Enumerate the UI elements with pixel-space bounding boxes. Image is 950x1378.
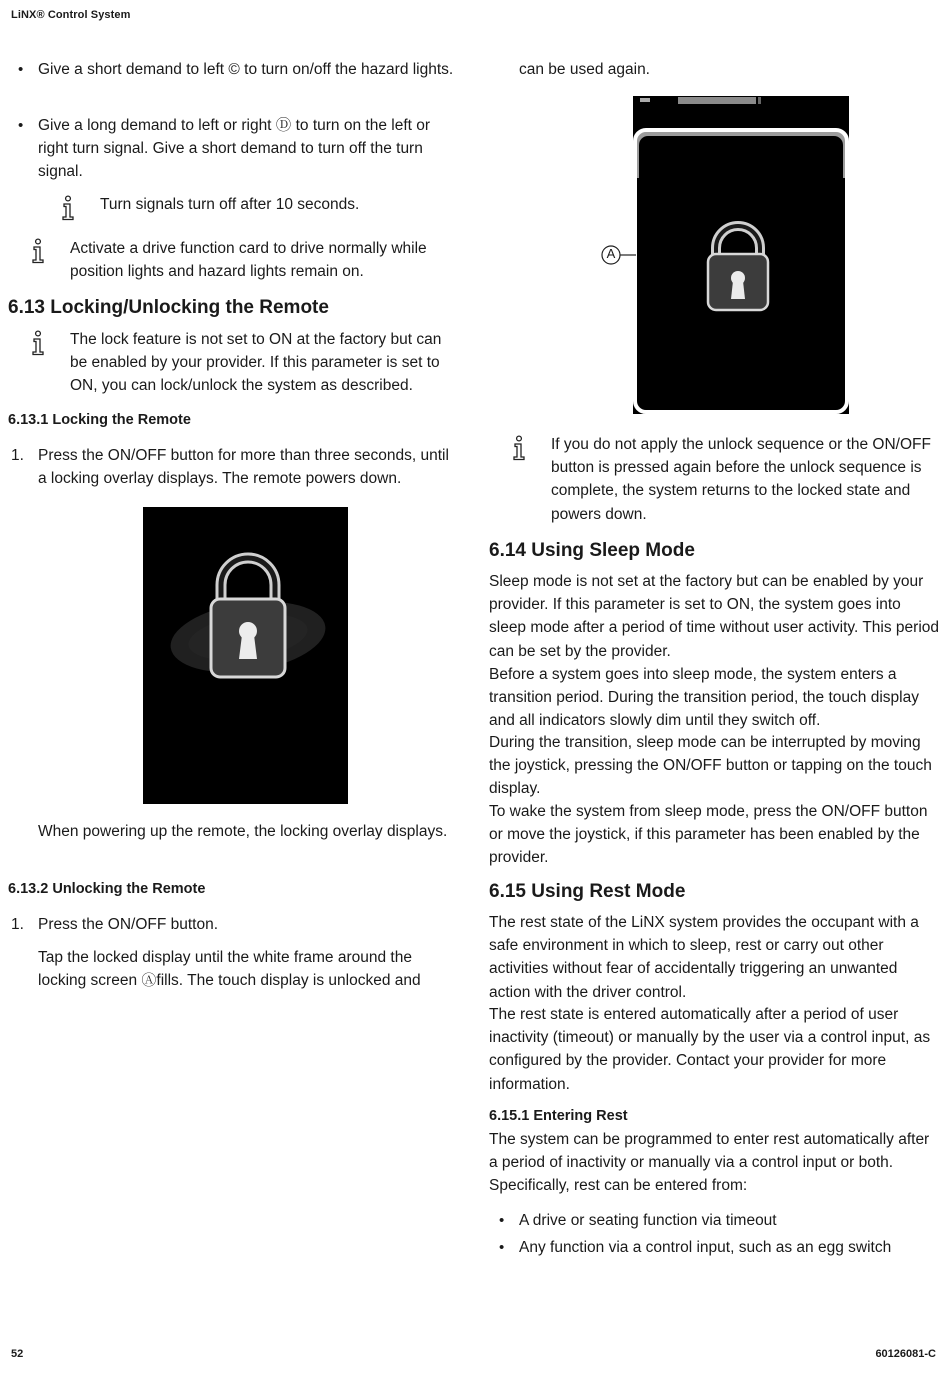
step-lock-1 [11, 444, 458, 490]
info-icon [60, 195, 76, 221]
bullet-turn-signal [18, 114, 458, 184]
powering-up-text: When powering up the remote, the locking overlay displays. [38, 823, 448, 840]
step-unlock-1 [11, 913, 458, 936]
continued-text: can be used again. [519, 61, 650, 78]
tap-instruction [38, 946, 458, 992]
rest-paragraph-2: The rest state is entered automatically after a period of user inactivity (timeout) or manually by the user via a control input, as configured by the provider. Contact your provider for more information. [489, 1006, 931, 1093]
bullet-rest-control-input [499, 1236, 944, 1259]
bullet-dot: • [18, 61, 24, 78]
padlock-icon [211, 558, 285, 677]
info-icon [30, 330, 46, 356]
section-heading-6-15: 6.15 Using Rest Mode [489, 881, 686, 902]
note-unlock-sequence: If you do not apply the unlock sequence or the ON/OFF button is pressed again before the unlock sequence is complete, the system returns to the locked state and powers down. [551, 436, 931, 523]
sleep-paragraph-1: Sleep mode is not set at the factory but can be enabled by your provider. If this parameter is set to ON, the system goes into sleep mode after a period of time without user activity. This period can be set by the provider. [489, 573, 940, 660]
bullet-hazard-text: Give a short demand to left © to turn on/off the hazard lights. [38, 61, 454, 78]
tap-instruction-text-a: Tap the locked display until the white frame around the locking screen [38, 949, 412, 990]
sleep-paragraph-4: To wake the system from sleep mode, press the ON/OFF button or move the joystick, if this parameter has been enabled by the provider. [489, 803, 928, 867]
subsection-heading-6-15-1: 6.15.1 Entering Rest [489, 1108, 628, 1124]
section-heading-6-13: 6.13 Locking/Unlocking the Remote [8, 297, 329, 318]
bullet-turn-signal-text: Give a long demand to left or right Ⓓ to turn on the left or right turn signal. Give a short demand to turn off the turn signal. [38, 117, 431, 181]
callout-a-label: A [606, 246, 616, 261]
subsection-heading-6-13-2: 6.13.2 Unlocking the Remote [8, 881, 206, 897]
sleep-paragraph-2: Before a system goes into sleep mode, the system enters a transition period. During the transition period, the touch display and all indicators slowly dim until they switch off. [489, 666, 919, 730]
locking-overlay-graphic [143, 507, 348, 804]
running-header: LiNX® Control System [11, 9, 131, 21]
note-drive-function: Activate a drive function card to drive normally while position lights and hazard lights remain on. [70, 240, 427, 281]
rest-paragraph-1: The rest state of the LiNX system provides the occupant with a safe environment in which to sleep, rest or carry out other activities without fear of accidentally triggering an unwanted action with the driver control. [489, 914, 919, 1001]
bullet-rest-control-input-text: Any function via a control input, such as an egg switch [519, 1239, 892, 1256]
step-unlock-1-text: Press the ON/OFF button. [38, 916, 219, 933]
bullet-dot: • [499, 1239, 505, 1256]
rest-paragraph-3: The system can be programmed to enter rest automatically after a period of inactivity or manually via a control input or both. Specifically, rest can be entered from: [489, 1131, 930, 1195]
unlocking-screen-figure [600, 96, 852, 416]
info-icon [30, 238, 46, 264]
note-lock-feature: The lock feature is not set to ON at the factory but can be enabled by your provider. If this parameter is set to ON, you can lock/unlock the system as described. [70, 331, 442, 395]
unlocking-screen-graphic [600, 96, 852, 416]
locking-overlay-figure [143, 507, 348, 804]
bullet-dot: • [499, 1212, 505, 1229]
bullet-dot: • [18, 117, 24, 134]
sleep-paragraph-3: During the transition, sleep mode can be interrupted by moving the joystick, pressing the ON/OFF button or tapping on the touch display. [489, 734, 932, 798]
bullet-rest-timeout [499, 1209, 939, 1232]
subsection-heading-6-13-1: 6.13.1 Locking the Remote [8, 412, 191, 428]
step-number: 1. [11, 447, 24, 464]
document-id: 60126081-C [875, 1348, 936, 1360]
step-lock-1-text: Press the ON/OFF button for more than three seconds, until a locking overlay displays. The remote powers down. [38, 447, 449, 488]
note-turn-signals: Turn signals turn off after 10 seconds. [100, 196, 360, 213]
tap-instruction-text-b: fills. The touch display is unlocked and [156, 972, 421, 990]
info-icon [511, 435, 527, 461]
section-heading-6-14: 6.14 Using Sleep Mode [489, 540, 695, 561]
callout-a-marker: Ⓐ [141, 972, 157, 990]
bullet-rest-timeout-text: A drive or seating function via timeout [519, 1212, 777, 1229]
step-number: 1. [11, 916, 24, 933]
page-number: 52 [11, 1348, 24, 1360]
bullet-hazard [18, 58, 458, 81]
